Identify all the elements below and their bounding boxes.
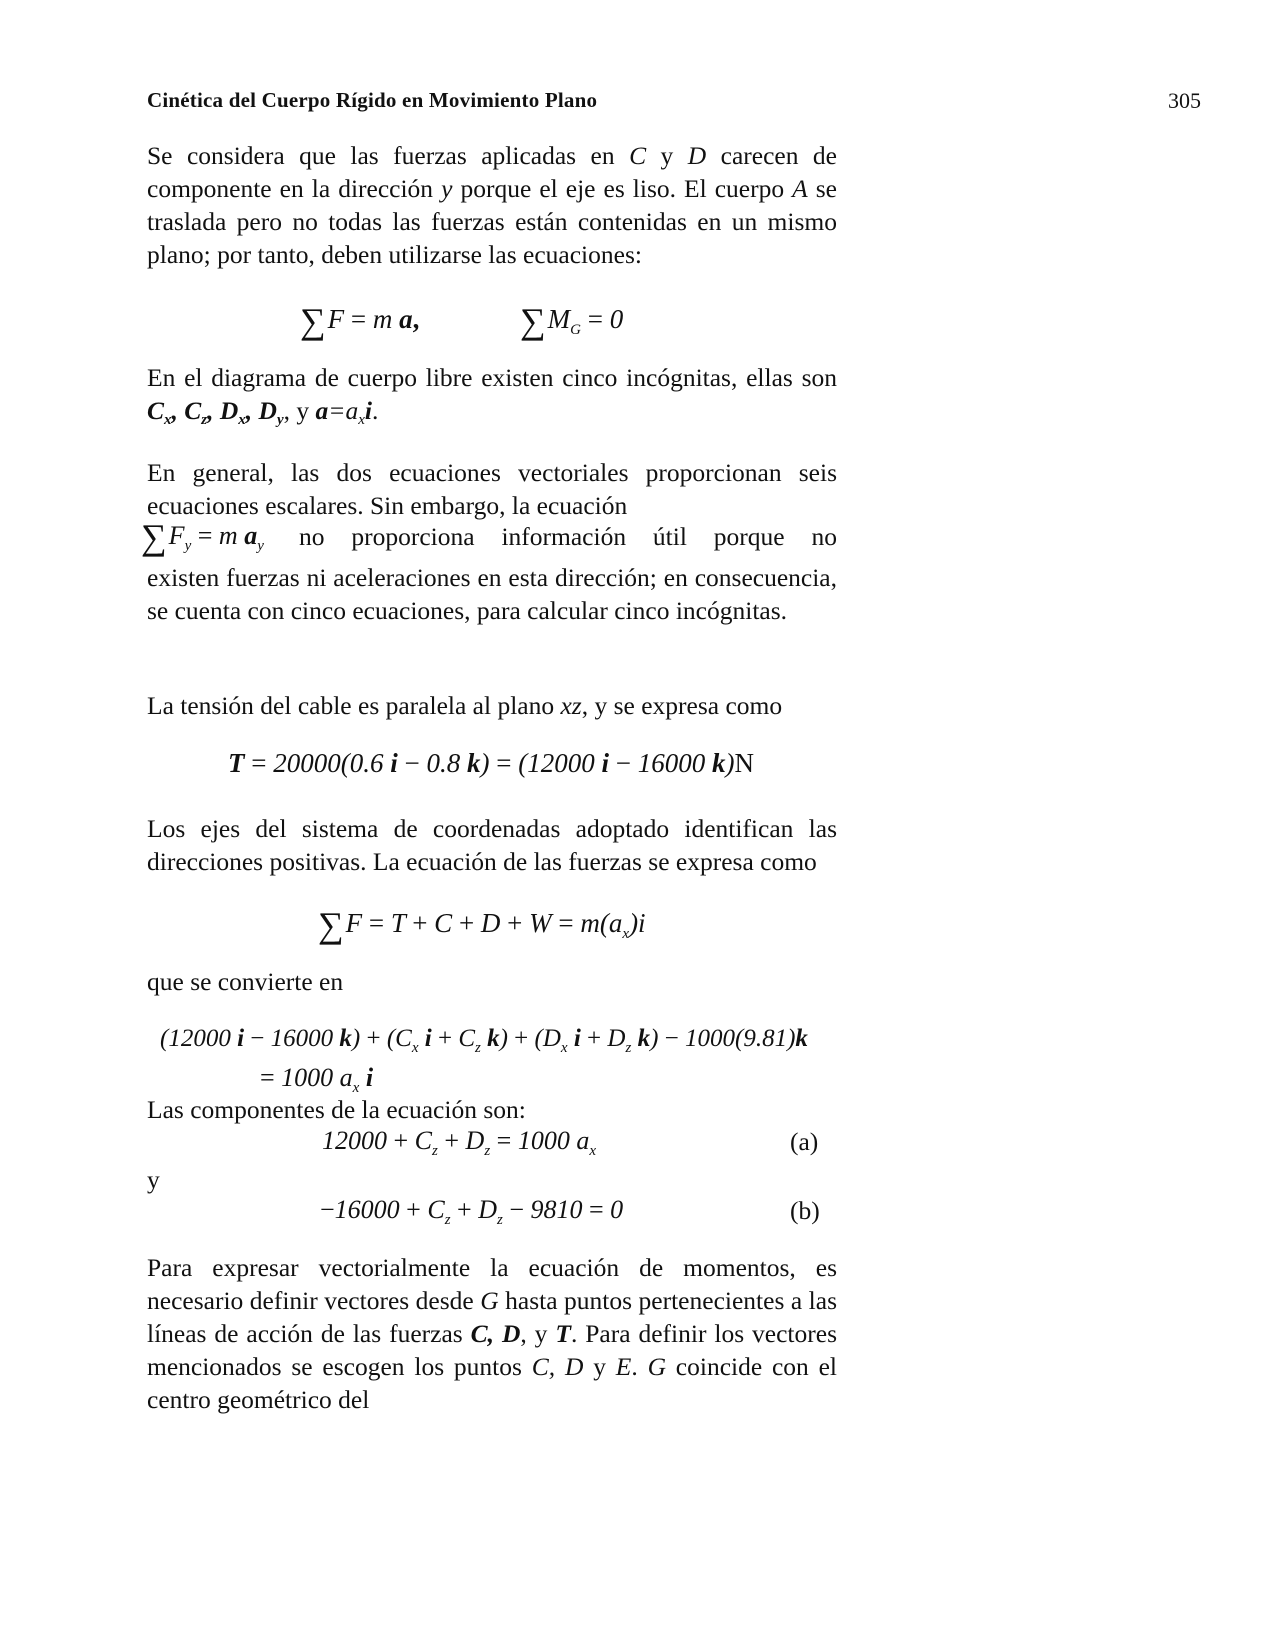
- equation-a: $12000 + C_z + D_z = 1000$ $a_x$: [322, 1126, 596, 1159]
- equation-a-label: (a): [790, 1127, 819, 1156]
- equation-force-sum: $\sum F = T + C + D + W = m(a_x)i$: [318, 905, 646, 945]
- paragraph-5: Los ejes del sistema de coordenadas adoptado identifican las direcciones positivas. La ecuación de las fuerzas se expresa como: [147, 814, 837, 876]
- equation-newton: ∑F = m a,: [300, 301, 420, 341]
- paragraph-8: y: [147, 1165, 160, 1194]
- equation-moment: $\sum M_G = 0$: [520, 301, 624, 341]
- paragraph-9: Para expresar vectorialmente la ecuación de momentos, es necesario definir vectores desde G hasta puntos pertenecientes a las líneas de acción de las fuerzas C, D, y T. Para definir los vectores mencionados se escogen los puntos C, D y E. G coincide con el centro geométrico del: [147, 1253, 838, 1414]
- acceleration-vector: $a=a_xi$: [315, 396, 372, 428]
- paragraph-3-bottom: existen fuerzas ni aceleraciones en esta dirección; en consecuencia, se cuenta con cinco ecuaciones, para calcular cinco incógnitas.: [147, 563, 837, 625]
- paragraph-3-inline-equation: $\sum F_y = m$ $a_y$: [141, 517, 264, 557]
- equation-tension: T = 20000(0.6 i − 0.8 k) = (12000 i − 16000 k)N: [228, 748, 754, 778]
- equation-expanded-line1: (12000 i − 16000 $k) + (C_x$ $i + C_z$ $k) + (D_x$ $i + D_z$ k) − 1000(9.81)k: [160, 1025, 808, 1056]
- equation-expanded-line2: = 1000 $a_x$ i: [260, 1063, 374, 1096]
- paragraph-2: En el diagrama de cuerpo libre existen cinco incógnitas, ellas son $C_x$, $C_z$, $D_x$, $D_y$, y $a=a_xi$.: [147, 363, 837, 428]
- page-number: 305: [1168, 88, 1201, 113]
- paragraph-1: Se considera que las fuerzas aplicadas en C y D carecen de componente en la dirección y porque el eje es liso. El cuerpo A se traslada pero no todas las fuerzas están contenidas en un mismo plano; por tanto, deben utilizarse las ecuaciones:: [147, 141, 837, 269]
- running-header-title: Cinética del Cuerpo Rígido en Movimiento Plano: [147, 88, 598, 112]
- paragraph-3-top: En general, las dos ecuaciones vectoriales proporcionan seis ecuaciones escalares. Sin embargo, la ecuación: [147, 458, 837, 520]
- equation-b: $-16000 + C_z + D_z - 9810 = 0$: [320, 1195, 624, 1228]
- paragraph-7: Las componentes de la ecuación son:: [147, 1095, 526, 1124]
- unknowns-list: $C_x$, $C_z$, $D_x$, $D_y$: [147, 396, 284, 428]
- equation-b-label: (b): [790, 1196, 820, 1225]
- paragraph-3-inline-text: no proporciona información útil porque no: [299, 522, 837, 551]
- paragraph-6: que se convierte en: [147, 967, 344, 996]
- paragraph-4: La tensión del cable es paralela al plano xz, y se expresa como: [147, 691, 783, 720]
